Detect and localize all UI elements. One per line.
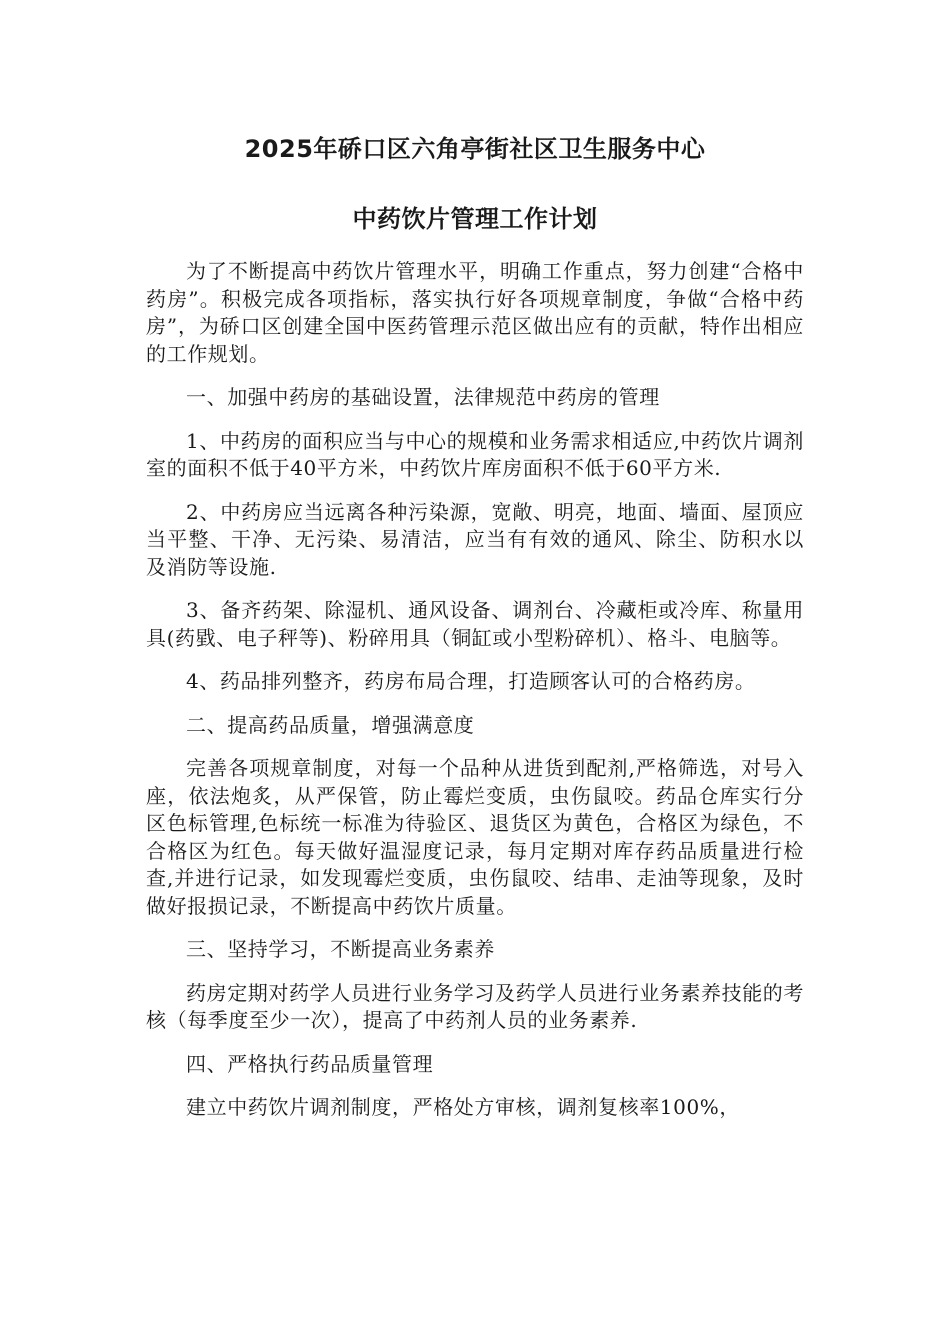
section-heading-3: 三、坚持学习，不断提高业务素养: [186, 937, 495, 961]
document-title-line2: 中药饮片管理工作计划: [352, 205, 598, 233]
section-1-item-2: 2、中药房应当远离各种污染源，宽敞、明亮，地面、墙面、屋顶应当平整、干净、无污染、易清洁，应当有有效的通风、除尘、防积水以及消防等设施.: [146, 499, 804, 579]
section-3-body: 药房定期对药学人员进行业务学习及药学人员进行业务素养技能的考核（每季度至少一次），提高了中药剂人员的业务素养.: [146, 980, 804, 1032]
section-heading-4: 四、严格执行药品质量管理: [186, 1051, 434, 1076]
intro-paragraph: 为了不断提高中药饮片管理水平，明确工作重点，努力创建“合格中药房”。积极完成各项指标，落实执行好各项规章制度，争做“合格中药房”，为硚口区创建全国中医药管理示范区做出应有的贡献，特作出相应的工作规划。: [146, 259, 804, 366]
section-heading-1: 一、加强中药房的基础设置，法律规范中药房的管理: [186, 385, 660, 409]
section-2-body: 完善各项规章制度，对每一个品种从进货到配剂,严格筛选，对号入座，依法炮炙，从严保管，防止霉烂变质，虫伤鼠咬。药品仓库实行分区色标管理,色标统一标准为待验区、退货区为黄色，合格区为绿色，不合格区为红色。每天做好温湿度记录，每月定期对库存药品质量进行检查,并进行记录，如发现霉烂变质，虫伤鼠咬、结串、走油等现象，及时做好报损记录，不断提高中药饮片质量。: [146, 756, 804, 918]
section-1-item-3: 3、备齐药架、除湿机、通风设备、调剂台、冷藏柜或冷库、称量用具(药戥、电子秤等)、粉碎用具（铜缸或小型粉碎机）、格斗、电脑等。: [146, 598, 804, 650]
section-1-item-1: 1、中药房的面积应当与中心的规模和业务需求相适应,中药饮片调剂室的面积不低于40平方米，中药饮片库房面积不低于60平方米.: [146, 428, 804, 480]
section-heading-2: 二、提高药品质量，增强满意度: [186, 712, 475, 737]
section-4-body: 建立中药饮片调剂制度，严格处方审核，调剂复核率100%，: [186, 1095, 740, 1119]
document-body: [146, 258, 804, 1122]
document-title-line1: 2025年硚口区六角亭街社区卫生服务中心: [244, 135, 706, 163]
section-1-item-4: 4、药品排列整齐，药房布局合理，打造顾客认可的合格药房。: [186, 669, 756, 693]
